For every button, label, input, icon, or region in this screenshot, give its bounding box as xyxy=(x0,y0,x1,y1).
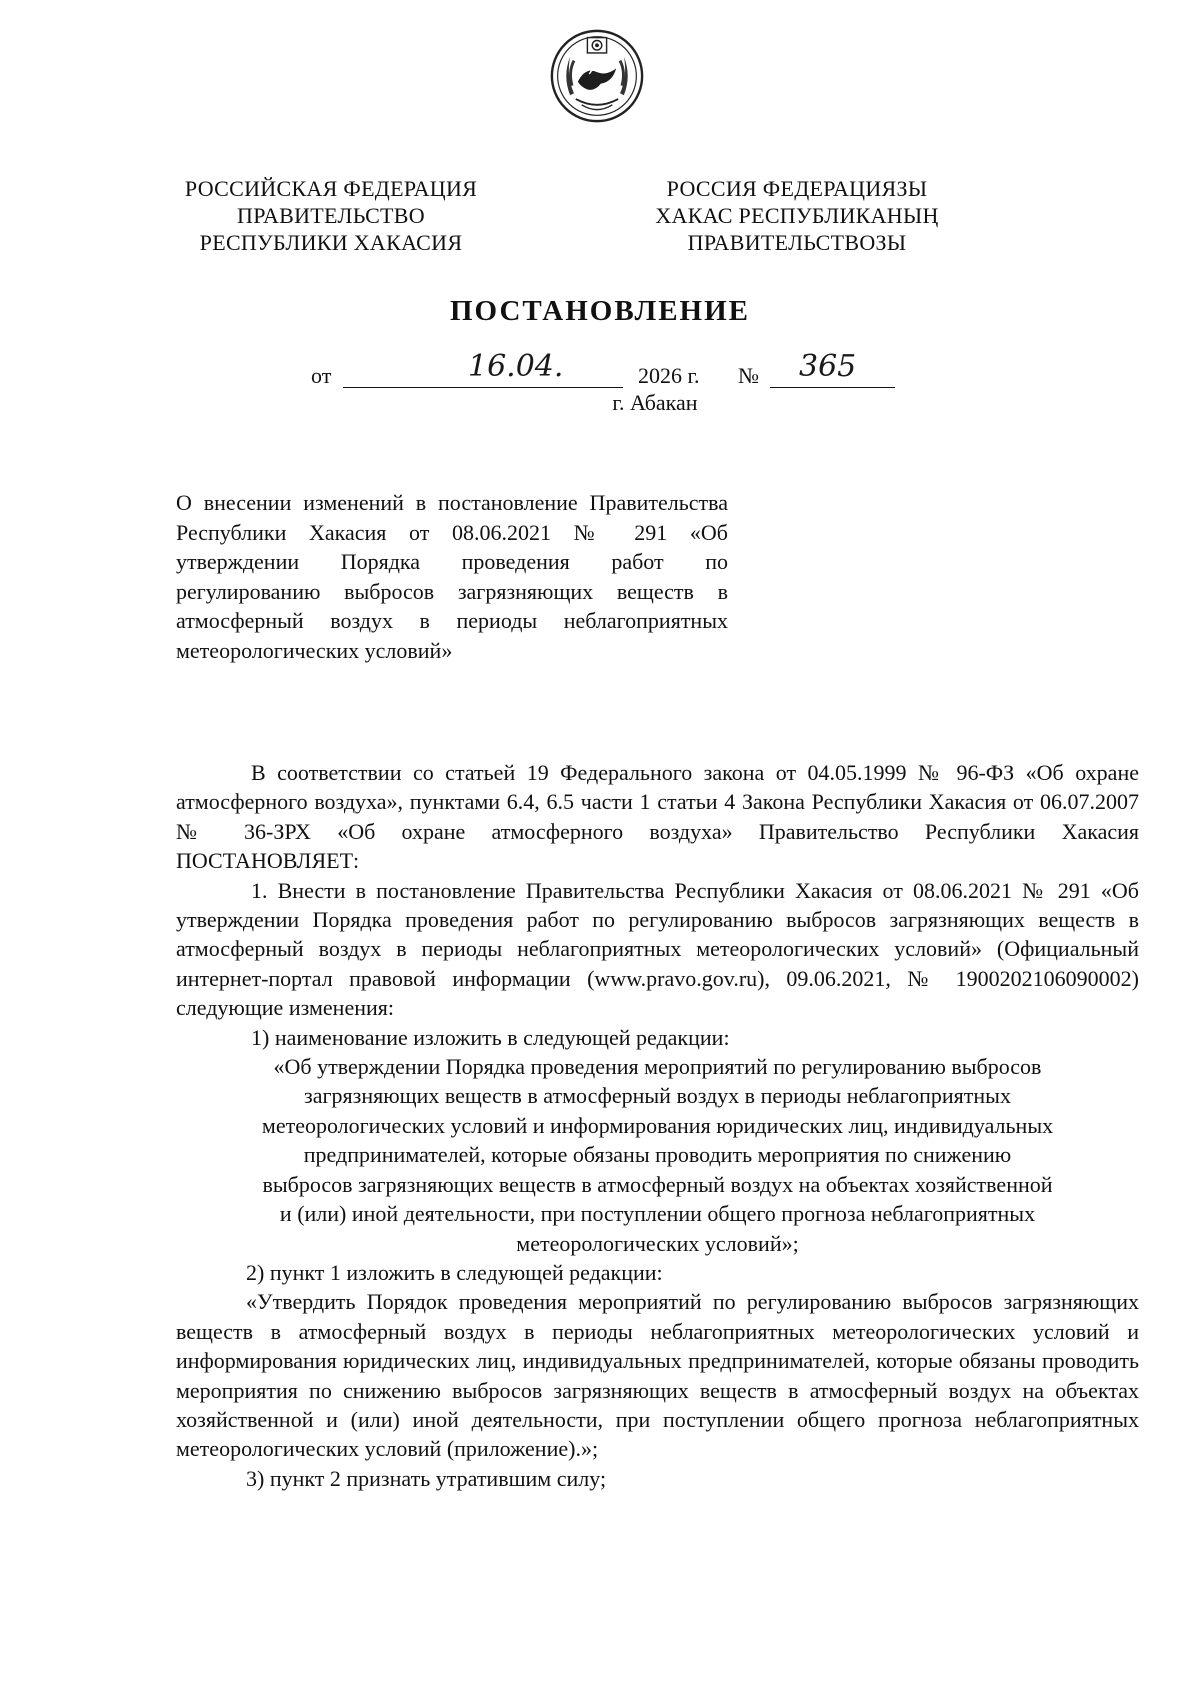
header-left-line: РОССИЙСКАЯ ФЕДЕРАЦИЯ xyxy=(184,176,478,201)
date-prefix: от xyxy=(311,363,332,388)
subitem-3: 3) пункт 2 признать утратившим силу; xyxy=(246,1465,607,1491)
new-title-line: метеорологических условий»; xyxy=(516,1230,799,1256)
number-sign: № xyxy=(738,363,759,388)
item-1-paragraph: 1. Внести в постановление Правительства Республики Хакасия от 08.06.2021 № 291 «Об утверждении Порядка проведения работ по регулированию выбросов загрязняющих веществ в атмосферный воздух в периоды неблагоприятных метеорологических условий» (Официальный интернет-портал правовой информации (www.pravo.gov.ru), 09.06.2021, № 1900202106090002) следующие изменения: xyxy=(176,877,1139,1021)
subitem-2: 2) пункт 1 изложить в следующей редакции: xyxy=(246,1259,663,1285)
header-right-line: ПРАВИТЕЛЬСТВОЗЫ xyxy=(687,230,907,255)
document-year: 2026 г. xyxy=(638,363,700,388)
coat-of-arms-icon xyxy=(549,28,645,124)
handwritten-number: 365 xyxy=(799,349,857,384)
header-right-line: ХАКАС РЕСПУБЛИКАНЫҢ xyxy=(655,203,939,228)
new-title-line: выбросов загрязняющих веществ в атмосферный воздух на объектах хозяйственной xyxy=(262,1171,1053,1197)
subitem-1: 1) наименование изложить в следующей редакции: xyxy=(251,1024,730,1050)
new-title-line: предпринимателей, которые обязаны проводить мероприятия по снижению xyxy=(303,1142,1012,1168)
header-right xyxy=(597,175,997,256)
number-underline xyxy=(770,387,895,388)
header-left-line: ПРАВИТЕЛЬСТВО xyxy=(237,203,425,228)
date-underline xyxy=(343,387,623,388)
handwritten-date: 16.04. xyxy=(468,349,564,384)
document-body xyxy=(176,758,1139,1493)
new-title-line: метеорологических условий и информирования юридических лиц, индивидуальных xyxy=(261,1112,1054,1138)
header-left xyxy=(131,175,531,256)
document-subject: О внесении изменений в постановление Правительства Республики Хакасия от 08.06.2021 № 291 «Об утверждении Порядка проведения работ по регулированию выбросов загрязняющих веществ в атмосферный воздух в периоды неблагоприятных метеорологических условий» xyxy=(176,490,728,663)
new-point-1-paragraph: «Утвердить Порядок проведения мероприятий по регулированию выбросов загрязняющих веществ в атмосферный воздух в периоды неблагоприятных метеорологических условий и информирования юридических лиц, индивидуальных предпринимателей, которые обязаны проводить мероприятия по снижению выбросов загрязняющих веществ в атмосферный воздух на объектах хозяйственной и (или) иной деятельности, при поступлении общего прогноза неблагоприятных метеорологических условий (приложение).»; xyxy=(176,1289,1139,1462)
new-title-line: «Об утверждении Порядка проведения мероприятий по регулированию выбросов xyxy=(273,1054,1042,1080)
header-right-line: РОССИЯ ФЕДЕРАЦИЯЗЫ xyxy=(666,176,928,201)
new-title-line: и (или) иной деятельности, при поступлении общего прогноза неблагоприятных xyxy=(279,1201,1036,1227)
document-title: ПОСТАНОВЛЕНИЕ xyxy=(449,295,750,327)
city-name: г. Абакан xyxy=(612,390,698,415)
new-title-line: загрязняющих веществ в атмосферный воздух в периоды неблагоприятных xyxy=(304,1083,1011,1109)
header-left-line: РЕСПУБЛИКИ ХАКАСИЯ xyxy=(199,230,463,255)
preamble-paragraph: В соответствии со статьей 19 Федерального закона от 04.05.1999 № 96-ФЗ «Об охране атмосферного воздуха», пунктами 6.4, 6.5 части 1 статьи 4 Закона Республики Хакасия от 06.07.2007 № 36-ЗРХ «Об охране атмосферного воздуха» Правительство Республики Хакасия ПОСТАНОВЛЯЕТ: xyxy=(176,760,1139,874)
